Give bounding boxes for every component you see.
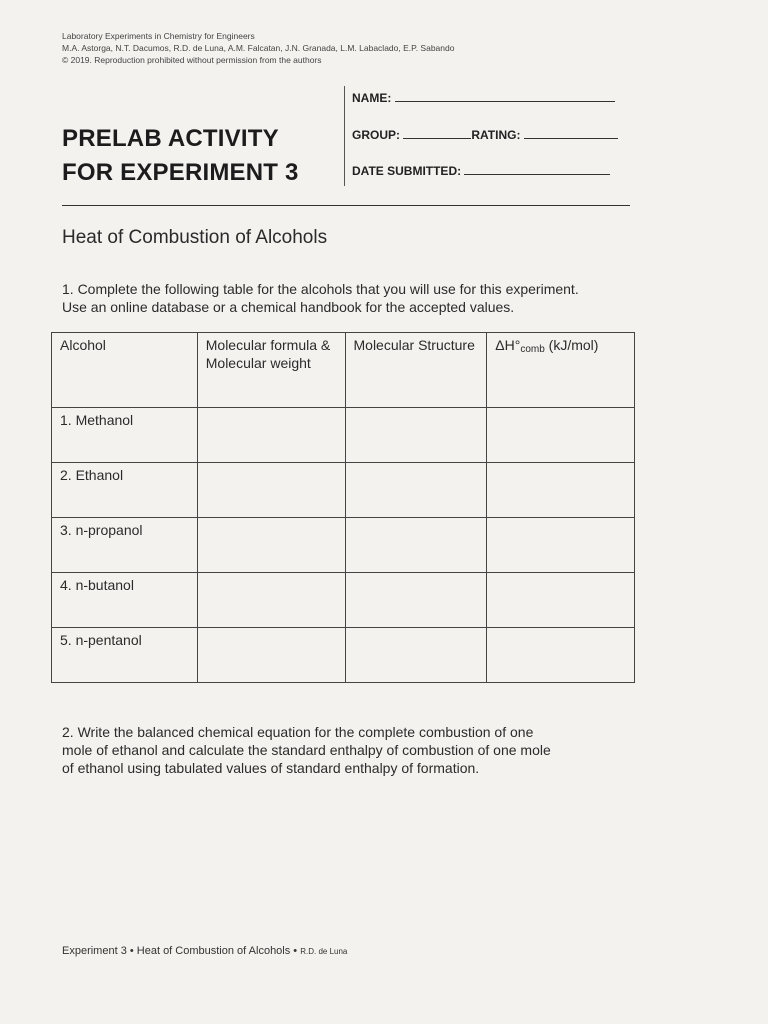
cell-structure[interactable] bbox=[345, 573, 487, 628]
date-field[interactable] bbox=[352, 163, 610, 178]
question-2-line-3: of ethanol using tabulated values of standard enthalpy of formation. bbox=[62, 760, 480, 776]
page-footer bbox=[62, 945, 347, 957]
question-1-line-2: Use an online database or a chemical handbook for the accepted values. bbox=[62, 299, 515, 315]
cell-structure[interactable] bbox=[345, 463, 487, 518]
header-rule bbox=[62, 205, 630, 206]
rating-label: RATING: bbox=[471, 128, 521, 142]
cell-formula[interactable] bbox=[197, 408, 345, 463]
group-rating-field bbox=[352, 127, 618, 142]
question-1 bbox=[62, 280, 579, 316]
cell-enthalpy[interactable] bbox=[487, 518, 635, 573]
table-header-row bbox=[52, 333, 635, 408]
cell-formula[interactable] bbox=[197, 573, 345, 628]
section-title: Heat of Combustion of Alcohols bbox=[62, 227, 328, 248]
cell-structure[interactable] bbox=[345, 518, 487, 573]
header-formula: Molecular formula & Molecular weight bbox=[197, 333, 345, 408]
name-label: NAME: bbox=[352, 91, 392, 105]
row-alcohol-name: 4. n-butanol bbox=[52, 573, 198, 628]
header-copyright: © 2019. Reproduction prohibited without permission from the authors bbox=[62, 55, 322, 65]
header-structure: Molecular Structure bbox=[345, 333, 487, 408]
cell-enthalpy[interactable] bbox=[487, 463, 635, 518]
cell-structure[interactable] bbox=[345, 628, 487, 683]
document-header bbox=[62, 30, 454, 66]
header-enthalpy bbox=[487, 333, 635, 408]
page-title bbox=[62, 122, 299, 190]
table-row bbox=[52, 628, 635, 683]
cell-enthalpy[interactable] bbox=[487, 408, 635, 463]
header-enthalpy-symbol: ΔH° bbox=[495, 337, 521, 353]
cell-formula[interactable] bbox=[197, 463, 345, 518]
row-alcohol-name: 1. Methanol bbox=[52, 408, 198, 463]
table-row bbox=[52, 518, 635, 573]
header-alcohol: Alcohol bbox=[52, 333, 198, 408]
header-authors: M.A. Astorga, N.T. Dacumos, R.D. de Luna, A.M. Falcatan, J.N. Granada, L.M. Labaclado, E.P. Sabando bbox=[62, 43, 455, 53]
rating-blank[interactable] bbox=[524, 127, 618, 139]
name-field[interactable] bbox=[352, 90, 615, 105]
question-1-line-1: 1. Complete the following table for the alcohols that you will use for this experiment. bbox=[62, 281, 579, 297]
row-alcohol-name: 3. n-propanol bbox=[52, 518, 198, 573]
cell-structure[interactable] bbox=[345, 408, 487, 463]
footer-text: Experiment 3 • Heat of Combustion of Alcohols • bbox=[62, 945, 298, 957]
cell-formula[interactable] bbox=[197, 628, 345, 683]
group-label: GROUP: bbox=[352, 128, 400, 142]
title-divider bbox=[344, 86, 345, 186]
question-2 bbox=[62, 723, 551, 777]
alcohol-table bbox=[51, 332, 635, 683]
table-row bbox=[52, 408, 635, 463]
cell-enthalpy[interactable] bbox=[487, 628, 635, 683]
footer-author: R.D. de Luna bbox=[300, 947, 348, 956]
title-line-1: PRELAB ACTIVITY bbox=[62, 125, 279, 152]
table-row bbox=[52, 463, 635, 518]
table-row bbox=[52, 573, 635, 628]
header-enthalpy-subscript: comb bbox=[520, 344, 545, 355]
question-2-line-1: 2. Write the balanced chemical equation for the complete combustion of one bbox=[62, 724, 534, 740]
title-line-2: FOR EXPERIMENT 3 bbox=[62, 159, 299, 186]
date-label: DATE SUBMITTED: bbox=[352, 164, 462, 178]
date-blank[interactable] bbox=[464, 163, 610, 175]
cell-enthalpy[interactable] bbox=[487, 573, 635, 628]
row-alcohol-name: 5. n-pentanol bbox=[52, 628, 198, 683]
cell-formula[interactable] bbox=[197, 518, 345, 573]
row-alcohol-name: 2. Ethanol bbox=[52, 463, 198, 518]
header-enthalpy-unit: (kJ/mol) bbox=[544, 337, 599, 353]
name-blank[interactable] bbox=[395, 90, 615, 102]
question-2-line-2: mole of ethanol and calculate the standard enthalpy of combustion of one mole bbox=[62, 742, 551, 758]
group-blank[interactable] bbox=[403, 127, 471, 139]
header-book-title: Laboratory Experiments in Chemistry for Engineers bbox=[62, 31, 255, 41]
